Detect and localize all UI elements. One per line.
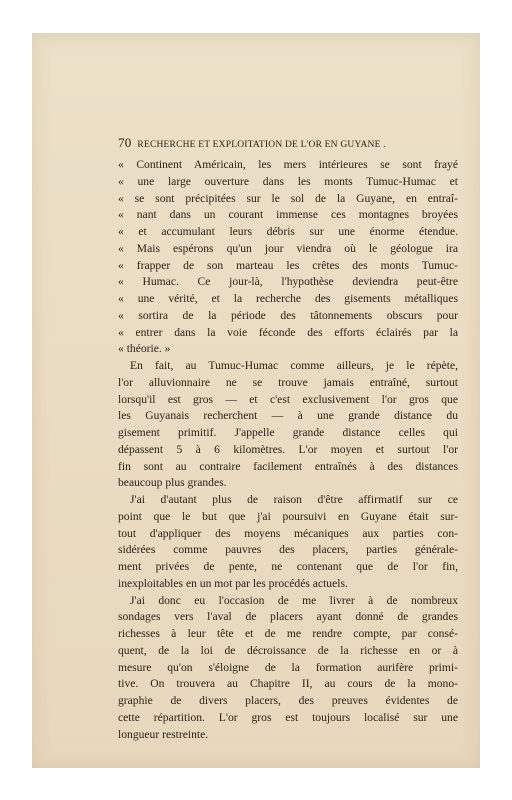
text-line: lorsqu'il est gros — et c'est exclusivement l'or gros que: [118, 392, 458, 406]
text-line: « une vérité, et la recherche des gisements métalliques: [118, 292, 458, 305]
text-line: J'ai donc eu l'occasion de me livrer à de nombreux: [130, 593, 458, 607]
text-line: « entrer dans la voie féconde des efforts éclairés par la: [118, 325, 458, 339]
text-line: cette répartition. L'or gros est toujours localisé sur une: [118, 710, 458, 724]
running-title: RECHERCHE ET EXPLOITATION DE L'OR EN GUYANE .: [137, 140, 386, 150]
text-line: les Guyanais recherchent — à une grande distance du: [118, 409, 458, 423]
text-line: quent, de la loi de décroissance de la richesse en or à: [118, 643, 458, 657]
text-line: point que le but que j'ai poursuivi en Guyane était sur-: [118, 509, 458, 523]
text-line: dépassent 5 à 6 kilomètres. L'or moyen et surtout l'or: [118, 442, 458, 456]
text-line: tout d'appliquer des moyens mécaniques aux parties con-: [118, 526, 458, 540]
text-line: mesure qu'on s'éloigne de la formation aurifère primi-: [118, 660, 458, 674]
text-line: « sortira de la période des tâtonnements obscurs pour: [118, 308, 458, 322]
text-line: « frapper de son marteau les crêtes des monts Tumuc-: [118, 258, 458, 272]
text-line: tive. On trouvera au Chapitre II, au cours de la mono-: [118, 677, 458, 691]
text-line: J'ai d'autant plus de raison d'être affirmatif sur ce: [130, 493, 458, 506]
text-line: graphie de divers placers, des preuves évidentes de: [118, 694, 458, 707]
text-line: « une large ouverture dans les monts Tumuc-Humac et: [118, 174, 458, 188]
text-line: beaucoup plus grandes.: [118, 476, 227, 490]
text-line: « Mais espérons qu'un jour viendra où le géologue ira: [118, 241, 458, 255]
text-line: « théorie. »: [118, 342, 171, 356]
text-line: « et accumulant leurs débris sur une énorme étendue.: [118, 225, 458, 238]
text-line: gisement primitif. J'appelle grande distance celles qui: [118, 426, 458, 439]
text-line: l'or alluvionnaire ne se trouve jamais entraîné, surtout: [118, 375, 458, 389]
text-line: richesses à leur tête et de me rendre compte, par consé-: [118, 627, 458, 640]
text-line: « se sont précipitées sur le sol de la Guyane, en entraî-: [118, 191, 458, 205]
text-block: [118, 135, 458, 743]
text-line: « Humac. Ce jour-là, l'hypothèse deviendra peut-être: [118, 275, 458, 289]
text-line: sidérées comme pauvres des placers, parties générale-: [118, 543, 458, 557]
text-line: longueur restreinte.: [118, 727, 209, 741]
text-line: En fait, au Tumuc-Humac comme ailleurs, je le répète,: [130, 359, 458, 372]
running-head: [118, 135, 458, 157]
text-line: sondages vers l'aval de placers ayant donné de grandes: [118, 610, 458, 624]
text-line: « nant dans un courant immense ces montagnes broyées: [118, 208, 458, 222]
text-line: ment privées de pente, ne contenant que de l'or fin,: [118, 560, 458, 573]
body-text: [118, 157, 458, 743]
book-page: [32, 33, 480, 768]
text-line: inexploitables en un mot par les procédés actuels.: [118, 576, 348, 590]
text-line: fin sont au contraire facilement entraînés à des distances: [118, 459, 458, 473]
text-line: « Continent Américain, les mers intérieures se sont frayé: [118, 158, 458, 171]
page-number: 70: [118, 135, 132, 150]
